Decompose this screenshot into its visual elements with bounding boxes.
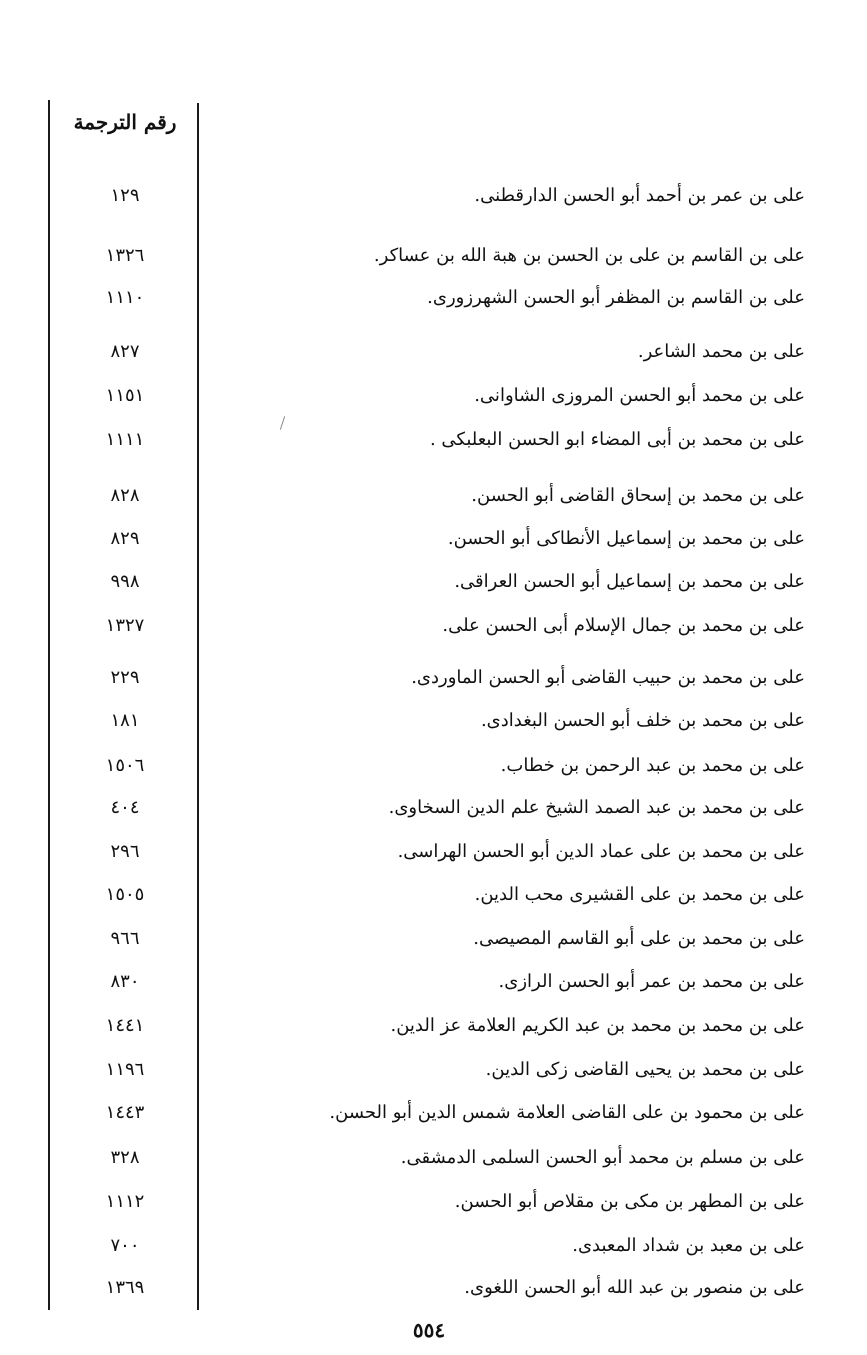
entry-name: على بن معبد بن شداد المعبدى. — [572, 1235, 805, 1256]
entry-row — [0, 1140, 867, 1176]
entry-row — [0, 1228, 867, 1264]
entry-number: ١٣٦٩ — [105, 1277, 145, 1298]
entry-row — [0, 1052, 867, 1088]
entry-number: ١١١٠ — [105, 287, 145, 308]
entry-row — [0, 834, 867, 870]
entry-number: ٨٢٨ — [110, 485, 140, 506]
entry-row — [0, 238, 867, 274]
entry-number: ٢٢٩ — [110, 667, 140, 688]
entry-row — [0, 964, 867, 1000]
entry-name: على بن المطهر بن مكى بن مقلاص أبو الحسن. — [454, 1191, 805, 1212]
entry-number: ١٤٤١ — [105, 1015, 145, 1036]
entry-row — [0, 478, 867, 514]
entry-name: على بن محمد بن عمر أبو الحسن الرازى. — [498, 971, 805, 992]
entry-name: على بن القاسم بن على بن الحسن بن هبة الله بن عساكر. — [373, 245, 805, 266]
entry-number: ٣٢٨ — [110, 1147, 140, 1168]
entry-number: ١٥٠٦ — [105, 755, 145, 776]
entry-row — [0, 660, 867, 696]
entry-name: على بن محمد الشاعر. — [637, 341, 805, 362]
entry-name: على بن محمد بن عبد الصمد الشيخ علم الدين السخاوى. — [388, 797, 805, 818]
entry-name: على بن محمد بن على أبو القاسم المصيصى. — [473, 928, 805, 949]
column-header: رقم الترجمة — [73, 110, 177, 134]
entry-name: على بن عمر بن أحمد أبو الحسن الدارقطنى. — [474, 185, 805, 206]
entry-name: على بن محمد بن على القشيرى محب الدين. — [474, 884, 805, 905]
entry-number: ١٥٠٥ — [105, 884, 145, 905]
entry-row — [0, 378, 867, 414]
entry-row — [0, 521, 867, 557]
entry-number: ٨٢٩ — [110, 528, 140, 549]
entry-row — [0, 422, 867, 458]
entry-name: على بن محمد أبو الحسن المروزى الشاوانى. — [474, 385, 805, 406]
entry-number: ١١١١ — [105, 429, 145, 450]
entry-name: على بن محمد بن أبى المضاء ابو الحسن البعلبكى . — [429, 429, 805, 450]
entry-number: ١١٥١ — [105, 385, 145, 406]
entry-row — [0, 280, 867, 316]
entry-number: ١٣٢٧ — [105, 615, 145, 636]
entry-name: على بن محمد بن جمال الإسلام أبى الحسن على. — [442, 615, 805, 636]
entry-number: ١٤٤٣ — [105, 1102, 145, 1123]
entry-number: ٨٣٠ — [110, 971, 140, 992]
entry-number: ٢٩٦ — [110, 841, 140, 862]
entry-number: ١٢٩ — [110, 185, 140, 206]
entry-row — [0, 1095, 867, 1131]
entry-row — [0, 877, 867, 913]
entry-row — [0, 703, 867, 739]
entry-number: ٩٩٨ — [110, 571, 140, 592]
entry-number: ٩٦٦ — [110, 928, 140, 949]
entry-row — [0, 1008, 867, 1044]
entry-name: على بن محمد بن خلف أبو الحسن البغدادى. — [480, 710, 805, 731]
entry-name: على بن محمد بن يحيى القاضى زكى الدين. — [485, 1059, 805, 1080]
entry-number: ١١٩٦ — [105, 1059, 145, 1080]
entry-name: على بن مسلم بن محمد أبو الحسن السلمى الدمشقى. — [400, 1147, 805, 1168]
entry-name: على بن محمد بن على عماد الدين أبو الحسن الهراسى. — [397, 841, 805, 862]
entry-number: ٨٢٧ — [110, 341, 140, 362]
entry-name: على بن القاسم بن المظفر أبو الحسن الشهرزورى. — [427, 287, 805, 308]
entry-row — [0, 1270, 867, 1306]
entry-name: على بن محمود بن على القاضى العلامة شمس الدين أبو الحسن. — [329, 1102, 805, 1123]
entry-number: ٤٠٤ — [110, 797, 140, 818]
entry-number: ١٨١ — [110, 710, 140, 731]
entry-name: على بن منصور بن عبد الله أبو الحسن اللغوى. — [464, 1277, 805, 1298]
entry-name: على بن محمد بن محمد بن عبد الكريم العلامة عز الدين. — [390, 1015, 805, 1036]
entry-name: على بن محمد بن إسماعيل أبو الحسن العراقى. — [454, 571, 805, 592]
page-number: ٥٥٤ — [412, 1318, 446, 1342]
entry-number: ١١١٢ — [105, 1191, 145, 1212]
entry-name: على بن محمد بن عبد الرحمن بن خطاب. — [500, 755, 805, 776]
entry-name: على بن محمد بن إسحاق القاضى أبو الحسن. — [471, 485, 805, 506]
entry-row — [0, 748, 867, 784]
entry-row — [0, 921, 867, 957]
entry-row — [0, 564, 867, 600]
entry-number: ١٣٢٦ — [105, 245, 145, 266]
entry-number: ٧٠٠ — [110, 1235, 140, 1256]
entry-row — [0, 790, 867, 826]
entry-row — [0, 178, 867, 214]
entry-row — [0, 608, 867, 644]
entry-row — [0, 334, 867, 370]
entry-name: على بن محمد بن حبيب القاضى أبو الحسن الماوردى. — [411, 667, 805, 688]
entry-name: على بن محمد بن إسماعيل الأنطاكى أبو الحسن. — [447, 528, 805, 549]
entry-row — [0, 1184, 867, 1220]
